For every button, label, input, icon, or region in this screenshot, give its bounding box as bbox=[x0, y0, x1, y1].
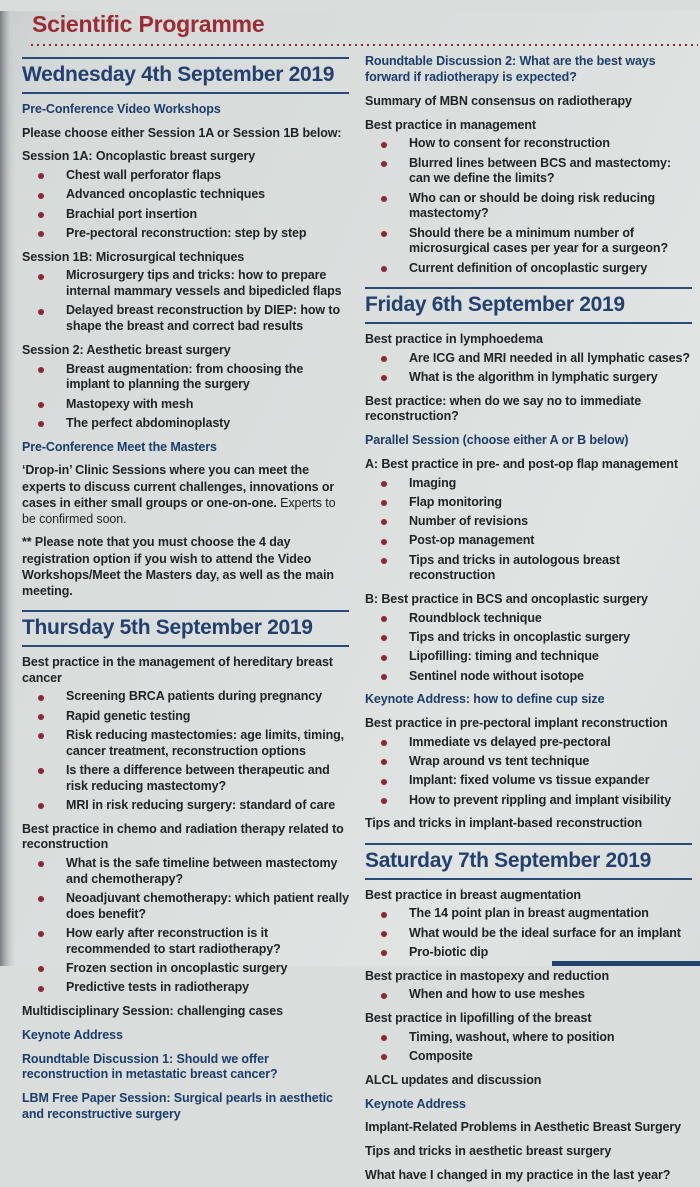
day-header: Wednesday 4th September 2019 bbox=[22, 57, 349, 94]
session-heading-blue: Pre-Conference Video Workshops bbox=[22, 101, 221, 116]
bullet-item: When and how to use meshes bbox=[409, 987, 692, 1003]
bullet-item: Brachial port insertion bbox=[66, 207, 349, 223]
day-header: Thursday 5th September 2019 bbox=[22, 610, 349, 647]
bullet-item: Number of revisions bbox=[409, 514, 692, 530]
bullet-item: Immediate vs delayed pre-pectoral bbox=[409, 735, 692, 751]
bullet-list bbox=[365, 351, 692, 386]
programme-columns bbox=[0, 46, 700, 1186]
bullet-item: Rapid genetic testing bbox=[66, 709, 349, 725]
bullet-list bbox=[22, 268, 349, 335]
bullet-item: The perfect abdominoplasty bbox=[66, 416, 349, 432]
bullet-item: Risk reducing mastectomies: age limits, timing, cancer treatment, reconstruction options bbox=[66, 728, 349, 760]
session-heading: A: Best practice in pre- and post-op flap management bbox=[365, 456, 678, 471]
bullet-item: Delayed breast reconstruction by DIEP: how to shape the breast and correct bad results bbox=[66, 303, 349, 335]
bullet-item: Chest wall perforator flaps bbox=[66, 168, 349, 184]
session-heading: Session 2: Aesthetic breast surgery bbox=[22, 342, 231, 357]
bullet-item: How early after reconstruction is it recommended to start radiotherapy? bbox=[66, 926, 349, 958]
bullet-item: Are ICG and MRI needed in all lymphatic cases? bbox=[409, 351, 692, 367]
bullet-item: Pre-pectoral reconstruction: step by step bbox=[66, 226, 349, 242]
session-heading: Best practice in breast augmentation bbox=[365, 887, 581, 902]
paragraph-text: ‘Drop-in’ Clinic Sessions where you can meet the experts to discuss current challenges, innovations or cases in either small groups or one-on-one. bbox=[22, 463, 335, 510]
bullet-list bbox=[22, 168, 349, 242]
right-column bbox=[365, 46, 692, 1186]
bullet-list bbox=[365, 735, 692, 809]
session-heading: Best practice in the management of hereditary breast cancer bbox=[22, 654, 333, 685]
bullet-item: Blurred lines between BCS and mastectomy: can we define the limits? bbox=[409, 156, 692, 188]
bullet-item: Pro-biotic dip bbox=[409, 945, 692, 961]
bullet-item: Lipofilling: timing and technique bbox=[409, 649, 692, 665]
session-heading: Best practice in chemo and radiation therapy related to reconstruction bbox=[22, 821, 344, 852]
bullet-item: Mastopexy with mesh bbox=[66, 397, 349, 413]
session-heading: Tips and tricks in implant-based reconstruction bbox=[365, 816, 643, 831]
bullet-item: Neoadjuvant chemotherapy: which patient really does benefit? bbox=[66, 891, 349, 921]
bullet-item: Flap monitoring bbox=[409, 495, 692, 511]
bullet-item: Predictive tests in radiotherapy bbox=[66, 980, 349, 996]
bullet-item: Composite bbox=[409, 1049, 692, 1065]
session-heading: Best practice in lymphoedema bbox=[365, 331, 543, 346]
session-heading: Best practice in mastopexy and reduction bbox=[365, 968, 609, 983]
bullet-item: What is the safe timeline between mastectomy and chemotherapy? bbox=[66, 856, 349, 888]
session-heading-blue: Keynote Address: how to define cup size bbox=[365, 692, 605, 707]
bullet-item: Current definition of oncoplastic surgery bbox=[409, 261, 692, 277]
bullet-list bbox=[365, 136, 692, 276]
bullet-list bbox=[22, 689, 349, 813]
bullet-list bbox=[365, 611, 692, 685]
session-heading: Please choose either Session 1A or Session 1B below: bbox=[22, 125, 342, 140]
session-heading: B: Best practice in BCS and oncoplastic surgery bbox=[365, 592, 648, 607]
session-heading: Implant-Related Problems in Aesthetic Breast Surgery bbox=[365, 1120, 681, 1135]
bullet-item: Is there a difference between therapeutic and risk reducing mastectomy? bbox=[66, 763, 349, 795]
day-header: Friday 6th September 2019 bbox=[365, 287, 692, 324]
bullet-list bbox=[365, 987, 692, 1003]
bullet-item: Post-op management bbox=[409, 533, 692, 549]
session-heading-blue: Pre-Conference Meet the Masters bbox=[22, 439, 217, 454]
session-heading-blue: Roundtable Discussion 2: What are the best ways forward if radiotherapy is expected? bbox=[365, 54, 656, 85]
session-heading: Session 1A: Oncoplastic breast surgery bbox=[22, 149, 256, 164]
session-heading: Best practice in pre-pectoral implant reconstruction bbox=[365, 716, 668, 731]
bullet-item: How to prevent rippling and implant visibility bbox=[409, 793, 692, 809]
bullet-item: Screening BRCA patients during pregnancy bbox=[66, 689, 349, 705]
bullet-item: MRI in risk reducing surgery: standard of care bbox=[66, 798, 349, 814]
bullet-item: Breast augmentation: from choosing the implant to planning the surgery bbox=[66, 362, 349, 394]
left-column bbox=[22, 46, 349, 1186]
bullet-list bbox=[22, 362, 349, 432]
bullet-item: What is the algorithm in lymphatic surgery bbox=[409, 370, 692, 386]
bullet-item: Who can or should be doing risk reducing mastectomy? bbox=[409, 191, 692, 223]
bullet-item: Imaging bbox=[409, 476, 692, 492]
bullet-item: Sentinel node without isotope bbox=[409, 669, 692, 685]
note-paragraph bbox=[22, 462, 349, 527]
note-paragraph bbox=[22, 534, 349, 599]
session-heading: Session 1B: Microsurgical techniques bbox=[22, 249, 245, 264]
day-header: Saturday 7th September 2019 bbox=[365, 843, 692, 880]
session-heading: Best practice in lipofilling of the breast bbox=[365, 1011, 592, 1026]
session-heading: ALCL updates and discussion bbox=[365, 1072, 542, 1087]
bullet-item: Tips and tricks in oncoplastic surgery bbox=[409, 630, 692, 646]
session-heading: Summary of MBN consensus on radiotherapy bbox=[365, 93, 632, 108]
bullet-item: Timing, washout, where to position bbox=[409, 1030, 692, 1046]
session-heading-blue: Parallel Session (choose either A or B below) bbox=[365, 433, 629, 448]
bullet-item: The 14 point plan in breast augmentation bbox=[409, 906, 692, 922]
bullet-list bbox=[365, 476, 692, 585]
bullet-list bbox=[365, 1030, 692, 1065]
session-heading: Multidisciplinary Session: challenging cases bbox=[22, 1004, 283, 1019]
session-heading-blue: Keynote Address bbox=[22, 1027, 123, 1042]
paragraph-text: Experts to be confirmed soon. bbox=[22, 495, 336, 527]
session-heading-blue: Keynote Address bbox=[365, 1096, 466, 1111]
bullet-item: Should there be a minimum number of microsurgical cases per year for a surgeon? bbox=[409, 226, 692, 258]
session-heading: Tips and tricks in aesthetic breast surgery bbox=[365, 1144, 612, 1159]
page-title: Scientific Programme bbox=[32, 11, 265, 37]
programme-page bbox=[0, 11, 700, 1182]
bullet-item: Implant: fixed volume vs tissue expander bbox=[409, 773, 692, 789]
bullet-list bbox=[22, 856, 349, 996]
bullet-item: Frozen section in oncoplastic surgery bbox=[66, 961, 349, 977]
footer-bar-partial bbox=[552, 961, 700, 966]
session-heading-blue: Roundtable Discussion 1: Should we offer reconstruction in metastatic breast cancer? bbox=[22, 1051, 278, 1082]
session-heading: Best practice: when do we say no to immediate reconstruction? bbox=[365, 393, 642, 424]
session-heading-blue: LBM Free Paper Session: Surgical pearls in aesthetic and reconstructive surgery bbox=[22, 1091, 333, 1121]
bullet-item: Wrap around vs tent technique bbox=[409, 754, 692, 770]
paragraph-text: ** Please note that you must choose the 4 day registration option if you wish to attend the Video Workshops/Meet the Masters day, as well as the main meeting. bbox=[22, 535, 334, 599]
bullet-list bbox=[365, 906, 692, 960]
bullet-item: How to consent for reconstruction bbox=[409, 136, 692, 152]
bullet-item: Tips and tricks in autologous breast reconstruction bbox=[409, 553, 692, 585]
session-heading: What have I changed in my practice in the last year? bbox=[365, 1167, 671, 1182]
bullet-item: Microsurgery tips and tricks: how to prepare internal mammary vessels and bipedicled flaps bbox=[66, 268, 349, 300]
session-heading: Best practice in management bbox=[365, 117, 536, 132]
bullet-item: Roundblock technique bbox=[409, 611, 692, 627]
bullet-item: What would be the ideal surface for an implant bbox=[409, 926, 692, 942]
bullet-item: Advanced oncoplastic techniques bbox=[66, 187, 349, 203]
